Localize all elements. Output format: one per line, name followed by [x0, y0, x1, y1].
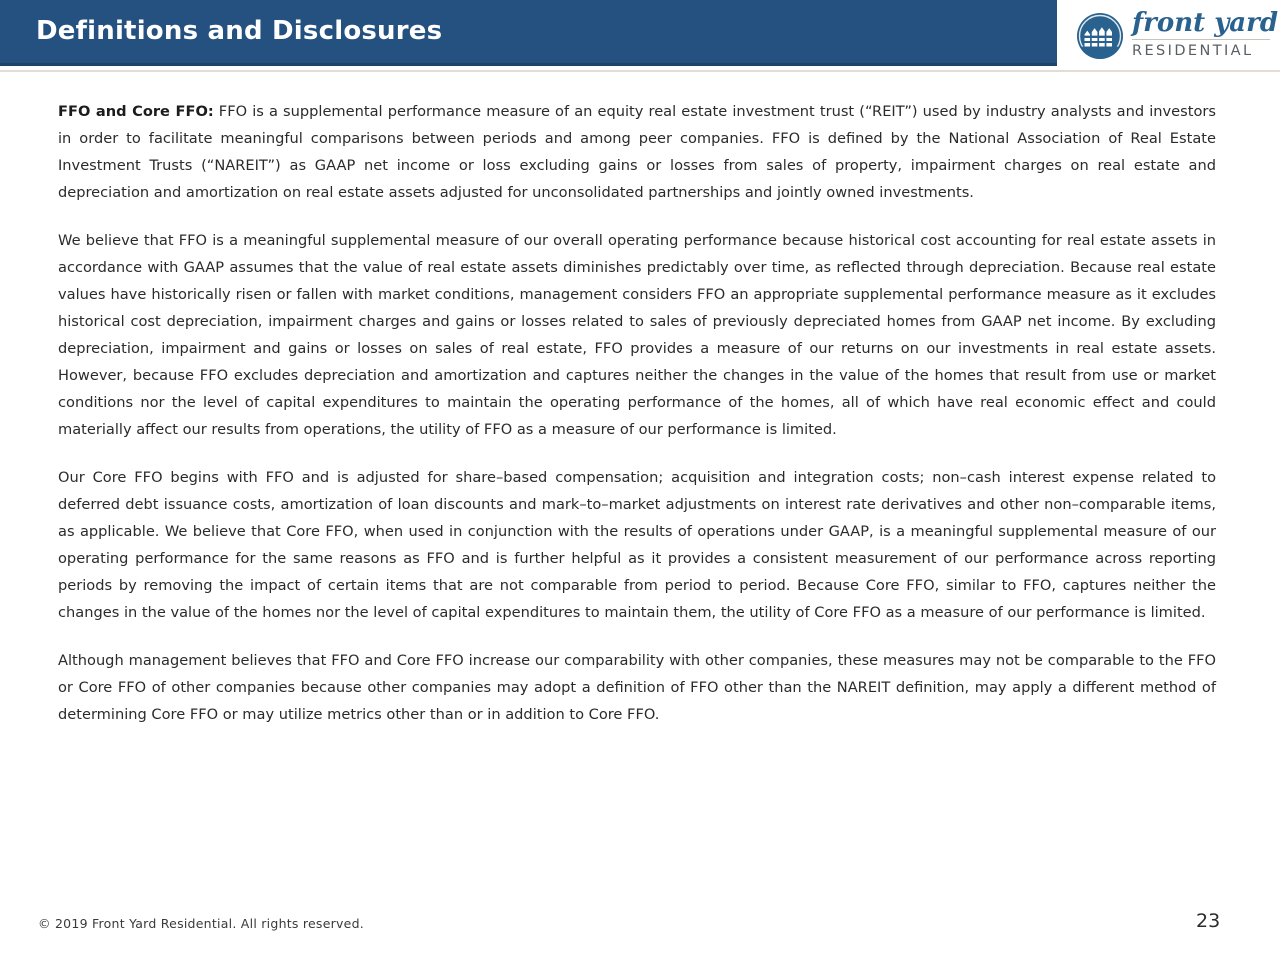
logo-brand-name: front yard	[1132, 8, 1279, 38]
slide-body	[58, 98, 1216, 728]
paragraph-text: FFO is a supplemental performance measure of an equity real estate investment trust (“REIT”) used by industry analysts and investors in order to facilitate meaningful comparisons between periods and among peer companies. FFO is defined by the National Association of Real Estate Investment Trusts (“NAREIT”) as GAAP net income or loss excluding gains or losses from sales of property, impairment charges on real estate and depreciation and amortization on real estate assets adjusted for unconsolidated partnerships and jointly owned investments.	[58, 103, 1216, 201]
front-yard-fence-circle-icon	[1076, 12, 1124, 60]
page-title: Definitions and Disclosures	[36, 16, 443, 46]
page-number: 23	[1196, 910, 1221, 932]
paragraph-lead-label: FFO and Core FFO:	[58, 103, 214, 120]
company-logo	[1076, 8, 1279, 64]
paragraph-ffo-definition	[58, 98, 1216, 206]
paragraph-text: Although management believes that FFO and Core FFO increase our comparability with other companies, these measures may not be comparable to the FFO or Core FFO of other companies because other companies may adopt a definition of FFO other than the NAREIT definition, may apply a different method of determining Core FFO or may utilize metrics other than or in addition to Core FFO.	[58, 652, 1216, 723]
footer-copyright: © 2019 Front Yard Residential. All rights reserved.	[38, 916, 365, 931]
paragraph-core-ffo	[58, 464, 1216, 626]
slide-header	[0, 0, 1280, 72]
paragraph-comparability	[58, 647, 1216, 728]
header-divider-rule	[0, 70, 1280, 72]
logo-wordmark	[1132, 8, 1279, 60]
paragraph-text: We believe that FFO is a meaningful supplemental measure of our overall operating performance because historical cost accounting for real estate assets in accordance with GAAP assumes that the value of real estate assets diminishes predictably over time, as reflected through depreciation. Because real estate values have historically risen or fallen with market conditions, management considers FFO an appropriate supplemental performance measure as it excludes historical cost depreciation, impairment charges and gains or losses related to sales of previously depreciated homes from GAAP net income. By excluding depreciation, impairment and gains or losses on sales of real estate, FFO provides a measure of our returns on our investments in real estate assets. However, because FFO excludes depreciation and amortization and captures neither the changes in the value of the homes that result from use or market conditions nor the level of capital expenditures to maintain the operating performance of the homes, all of which have real economic effect and could materially affect our results from operations, the utility of FFO as a measure of our performance is limited.	[58, 232, 1216, 438]
logo-rule	[1132, 39, 1270, 40]
logo-brand-subtitle: RESIDENTIAL	[1132, 43, 1254, 60]
paragraph-ffo-rationale	[58, 227, 1216, 443]
paragraph-text: Our Core FFO begins with FFO and is adjusted for share–based compensation; acquisition and integration costs; non–cash interest expense related to deferred debt issuance costs, amortization of loan discounts and mark–to–market adjustments on interest rate derivatives and other non–comparable items, as applicable. We believe that Core FFO, when used in conjunction with the results of operations under GAAP, is a meaningful supplemental measure of our operating performance for the same reasons as FFO and is further helpful as it provides a consistent measurement of our performance across reporting periods by removing the impact of certain items that are not comparable from period to period. Because Core FFO, similar to FFO, captures neither the changes in the value of the homes nor the level of capital expenditures to maintain them, the utility of Core FFO as a measure of our performance is limited.	[58, 469, 1216, 621]
